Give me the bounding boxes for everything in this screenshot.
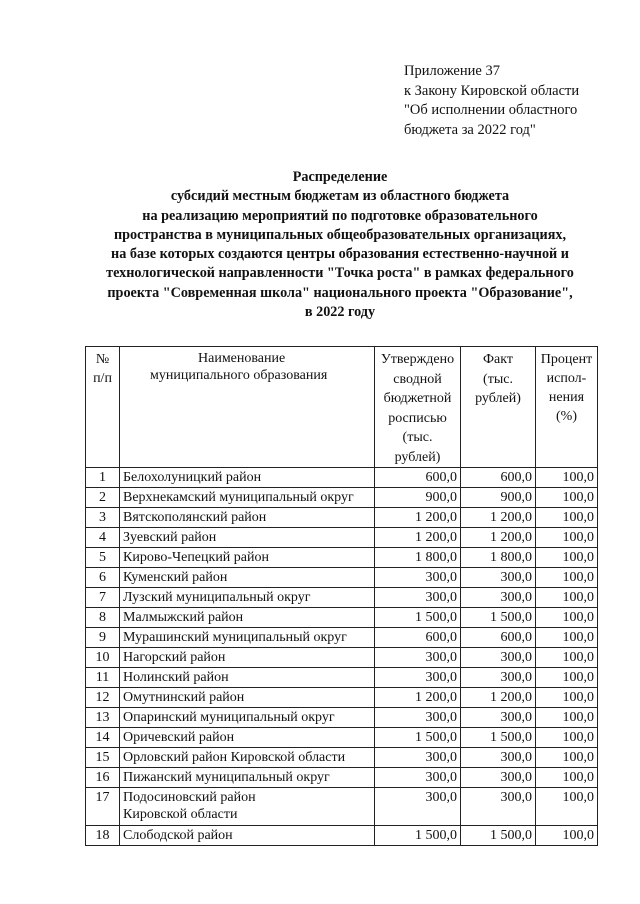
approved-value: 1 500,0	[375, 826, 461, 846]
municipality-name: Подосиновский район Кировской области	[120, 788, 375, 826]
approved-value: 300,0	[375, 668, 461, 688]
appendix-line: Приложение 37	[404, 63, 500, 79]
table-row	[86, 748, 598, 768]
fact-value: 300,0	[461, 788, 536, 826]
fact-value: 1 200,0	[461, 688, 536, 708]
percent-value: 100,0	[536, 508, 598, 528]
percent-value: 100,0	[536, 608, 598, 628]
municipality-name: Вятскополянский район	[120, 508, 375, 528]
title-line: Распределение	[292, 169, 388, 185]
document-title	[40, 168, 640, 322]
row-number: 15	[86, 748, 120, 768]
row-number: 10	[86, 648, 120, 668]
table-row	[86, 508, 598, 528]
table-row	[86, 628, 598, 648]
fact-value: 1 200,0	[461, 508, 536, 528]
fact-value: 900,0	[461, 488, 536, 508]
percent-value: 100,0	[536, 688, 598, 708]
municipality-name: Пижанский муниципальный округ	[120, 768, 375, 788]
municipality-name: Малмыжский район	[120, 608, 375, 628]
fact-value: 600,0	[461, 468, 536, 488]
title-line: на базе которых создаются центры образования естественно-научной и	[111, 246, 569, 263]
row-number: 11	[86, 668, 120, 688]
title-line: технологической направленности "Точка роста" в рамках федерального	[106, 265, 574, 282]
table-row	[86, 668, 598, 688]
approved-value: 300,0	[375, 648, 461, 668]
header-fact: Факт (тыс. рублей)	[461, 347, 536, 468]
header-approved: Утверждено сводной бюджетной росписью (тыс. рублей)	[375, 347, 461, 468]
row-number: 9	[86, 628, 120, 648]
fact-value: 300,0	[461, 648, 536, 668]
percent-value: 100,0	[536, 668, 598, 688]
table-row	[86, 548, 598, 568]
table-row	[86, 728, 598, 748]
municipality-name: Оричевский район	[120, 728, 375, 748]
row-number: 3	[86, 508, 120, 528]
fact-value: 300,0	[461, 588, 536, 608]
percent-value: 100,0	[536, 768, 598, 788]
municipality-name: Омутнинский район	[120, 688, 375, 708]
percent-value: 100,0	[536, 788, 598, 826]
approved-value: 1 500,0	[375, 728, 461, 748]
approved-value: 1 200,0	[375, 688, 461, 708]
table-row	[86, 568, 598, 588]
row-number: 17	[86, 788, 120, 826]
table-header-row	[86, 347, 598, 468]
row-number: 7	[86, 588, 120, 608]
approved-value: 300,0	[375, 708, 461, 728]
row-number: 6	[86, 568, 120, 588]
percent-value: 100,0	[536, 826, 598, 846]
title-line: проекта "Современная школа" национального проекта "Образование",	[107, 284, 573, 301]
header-number: № п/п	[86, 347, 120, 468]
header-percent: Процент испол- нения (%)	[536, 347, 598, 468]
table-row	[86, 608, 598, 628]
approved-value: 900,0	[375, 488, 461, 508]
subsidy-table	[85, 346, 598, 846]
municipality-name: Мурашинский муниципальный округ	[120, 628, 375, 648]
municipality-name: Орловский район Кировской области	[120, 748, 375, 768]
table-row	[86, 788, 598, 826]
row-number: 2	[86, 488, 120, 508]
percent-value: 100,0	[536, 728, 598, 748]
row-number: 13	[86, 708, 120, 728]
fact-value: 300,0	[461, 668, 536, 688]
percent-value: 100,0	[536, 528, 598, 548]
title-line: пространства в муниципальных общеобразовательных организациях,	[113, 226, 567, 243]
municipality-name: Нолинский район	[120, 668, 375, 688]
approved-value: 300,0	[375, 768, 461, 788]
municipality-name: Белохолуницкий район	[120, 468, 375, 488]
fact-value: 1 200,0	[461, 528, 536, 548]
row-number: 4	[86, 528, 120, 548]
municipality-name: Слободской район	[120, 826, 375, 846]
municipality-name: Нагорский район	[120, 648, 375, 668]
row-number: 12	[86, 688, 120, 708]
approved-value: 600,0	[375, 468, 461, 488]
percent-value: 100,0	[536, 708, 598, 728]
approved-value: 1 500,0	[375, 608, 461, 628]
fact-value: 300,0	[461, 748, 536, 768]
table-row	[86, 468, 598, 488]
municipality-name: Кирово-Чепецкий район	[120, 548, 375, 568]
percent-value: 100,0	[536, 588, 598, 608]
percent-value: 100,0	[536, 488, 598, 508]
fact-value: 1 500,0	[461, 826, 536, 846]
percent-value: 100,0	[536, 748, 598, 768]
appendix-note	[404, 62, 579, 140]
percent-value: 100,0	[536, 628, 598, 648]
fact-value: 300,0	[461, 708, 536, 728]
table-row	[86, 588, 598, 608]
header-municipality: Наименование муниципального образования	[120, 347, 375, 468]
title-line: субсидий местным бюджетам из областного бюджета	[170, 188, 510, 205]
approved-value: 300,0	[375, 788, 461, 826]
municipality-name: Зуевский район	[120, 528, 375, 548]
row-number: 5	[86, 548, 120, 568]
municipality-name: Верхнекамский муниципальный округ	[120, 488, 375, 508]
row-number: 18	[86, 826, 120, 846]
row-number: 16	[86, 768, 120, 788]
approved-value: 300,0	[375, 588, 461, 608]
fact-value: 300,0	[461, 768, 536, 788]
table-row	[86, 648, 598, 668]
table-row	[86, 528, 598, 548]
row-number: 14	[86, 728, 120, 748]
table-row	[86, 688, 598, 708]
municipality-name: Лузский муниципальный округ	[120, 588, 375, 608]
table-row	[86, 708, 598, 728]
row-number: 1	[86, 468, 120, 488]
percent-value: 100,0	[536, 468, 598, 488]
appendix-line: бюджета за 2022 год"	[404, 121, 536, 138]
approved-value: 600,0	[375, 628, 461, 648]
municipality-name: Опаринский муниципальный округ	[120, 708, 375, 728]
row-number: 8	[86, 608, 120, 628]
fact-value: 300,0	[461, 568, 536, 588]
title-line: на реализацию мероприятий по подготовке образовательного	[142, 207, 538, 224]
approved-value: 300,0	[375, 568, 461, 588]
approved-value: 1 200,0	[375, 508, 461, 528]
approved-value: 300,0	[375, 748, 461, 768]
percent-value: 100,0	[536, 548, 598, 568]
approved-value: 1 800,0	[375, 548, 461, 568]
table-row	[86, 488, 598, 508]
fact-value: 1 800,0	[461, 548, 536, 568]
approved-value: 1 200,0	[375, 528, 461, 548]
percent-value: 100,0	[536, 568, 598, 588]
appendix-line: "Об исполнении областного	[404, 102, 578, 118]
fact-value: 1 500,0	[461, 728, 536, 748]
table-row	[86, 768, 598, 788]
fact-value: 600,0	[461, 628, 536, 648]
fact-value: 1 500,0	[461, 608, 536, 628]
percent-value: 100,0	[536, 648, 598, 668]
title-line: в 2022 году	[304, 304, 376, 321]
table-row	[86, 826, 598, 846]
municipality-name: Куменский район	[120, 568, 375, 588]
appendix-line: к Закону Кировской области	[404, 82, 580, 99]
